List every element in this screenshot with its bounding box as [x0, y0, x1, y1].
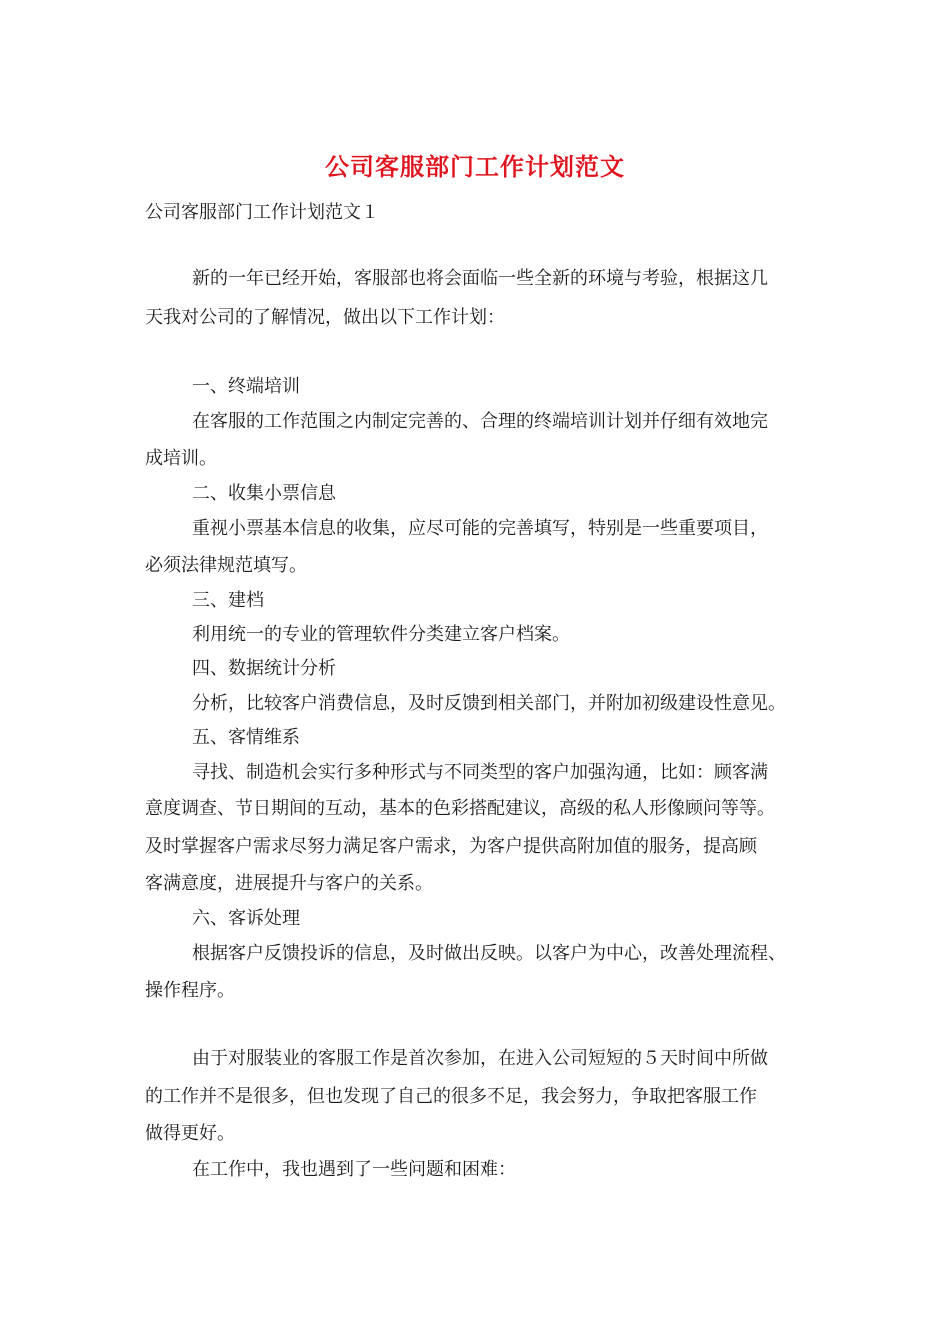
paragraph-line: 新的一年已经开始，客服部也将会面临一些全新的环境与考验，根据这几 — [192, 268, 768, 289]
section-heading: 三、建档 — [192, 590, 264, 611]
paragraph-line: 重视小票基本信息的收集，应尽可能的完善填写，特别是一些重要项目， — [192, 518, 768, 539]
paragraph-line: 在客服的工作范围之内制定完善的、合理的终端培训计划并仔细有效地完 — [192, 411, 768, 432]
paragraph-line: 客满意度，进展提升与客户的关系。 — [145, 873, 433, 894]
paragraph-line: 的工作并不是很多，但也发现了自己的很多不足，我会努力，争取把客服工作 — [145, 1086, 757, 1107]
document-title: 公司客服部门工作计划范文 — [325, 152, 625, 181]
paragraph-line: 利用统一的专业的管理软件分类建立客户档案。 — [192, 624, 570, 645]
section-heading: 二、收集小票信息 — [192, 483, 336, 504]
paragraph-line: 及时掌握客户需求尽努力满足客户需求，为客户提供高附加值的服务，提高顾 — [145, 836, 757, 857]
paragraph-line: 寻找、制造机会实行多种形式与不同类型的客户加强沟通，比如：顾客满 — [192, 762, 768, 783]
paragraph-line: 由于对服装业的客服工作是首次参加，在进入公司短短的５天时间中所做 — [192, 1048, 768, 1069]
paragraph-line: 做得更好。 — [145, 1123, 235, 1144]
section-heading: 一、终端培训 — [192, 376, 300, 397]
paragraph-line: 根据客户反馈投诉的信息，及时做出反映。以客户为中心，改善处理流程、 — [192, 943, 786, 964]
paragraph-line: 意度调查、节日期间的互动，基本的色彩搭配建议，高级的私人形像顾问等等。 — [145, 798, 775, 819]
paragraph-line: 成培训。 — [145, 448, 217, 469]
paragraph-line: 必须法律规范填写。 — [145, 555, 307, 576]
paragraph-line: 操作程序。 — [145, 980, 235, 1001]
document-subtitle: 公司客服部门工作计划范文１ — [145, 202, 379, 223]
paragraph-line: 天我对公司的了解情况，做出以下工作计划： — [145, 307, 505, 328]
section-heading: 五、客情维系 — [192, 727, 300, 748]
section-heading: 六、客诉处理 — [192, 908, 300, 929]
paragraph-line: 在工作中，我也遇到了一些问题和困难： — [192, 1159, 516, 1180]
paragraph-line: 分析，比较客户消费信息，及时反馈到相关部门，并附加初级建设性意见。 — [192, 693, 786, 714]
section-heading: 四、数据统计分析 — [192, 658, 336, 679]
